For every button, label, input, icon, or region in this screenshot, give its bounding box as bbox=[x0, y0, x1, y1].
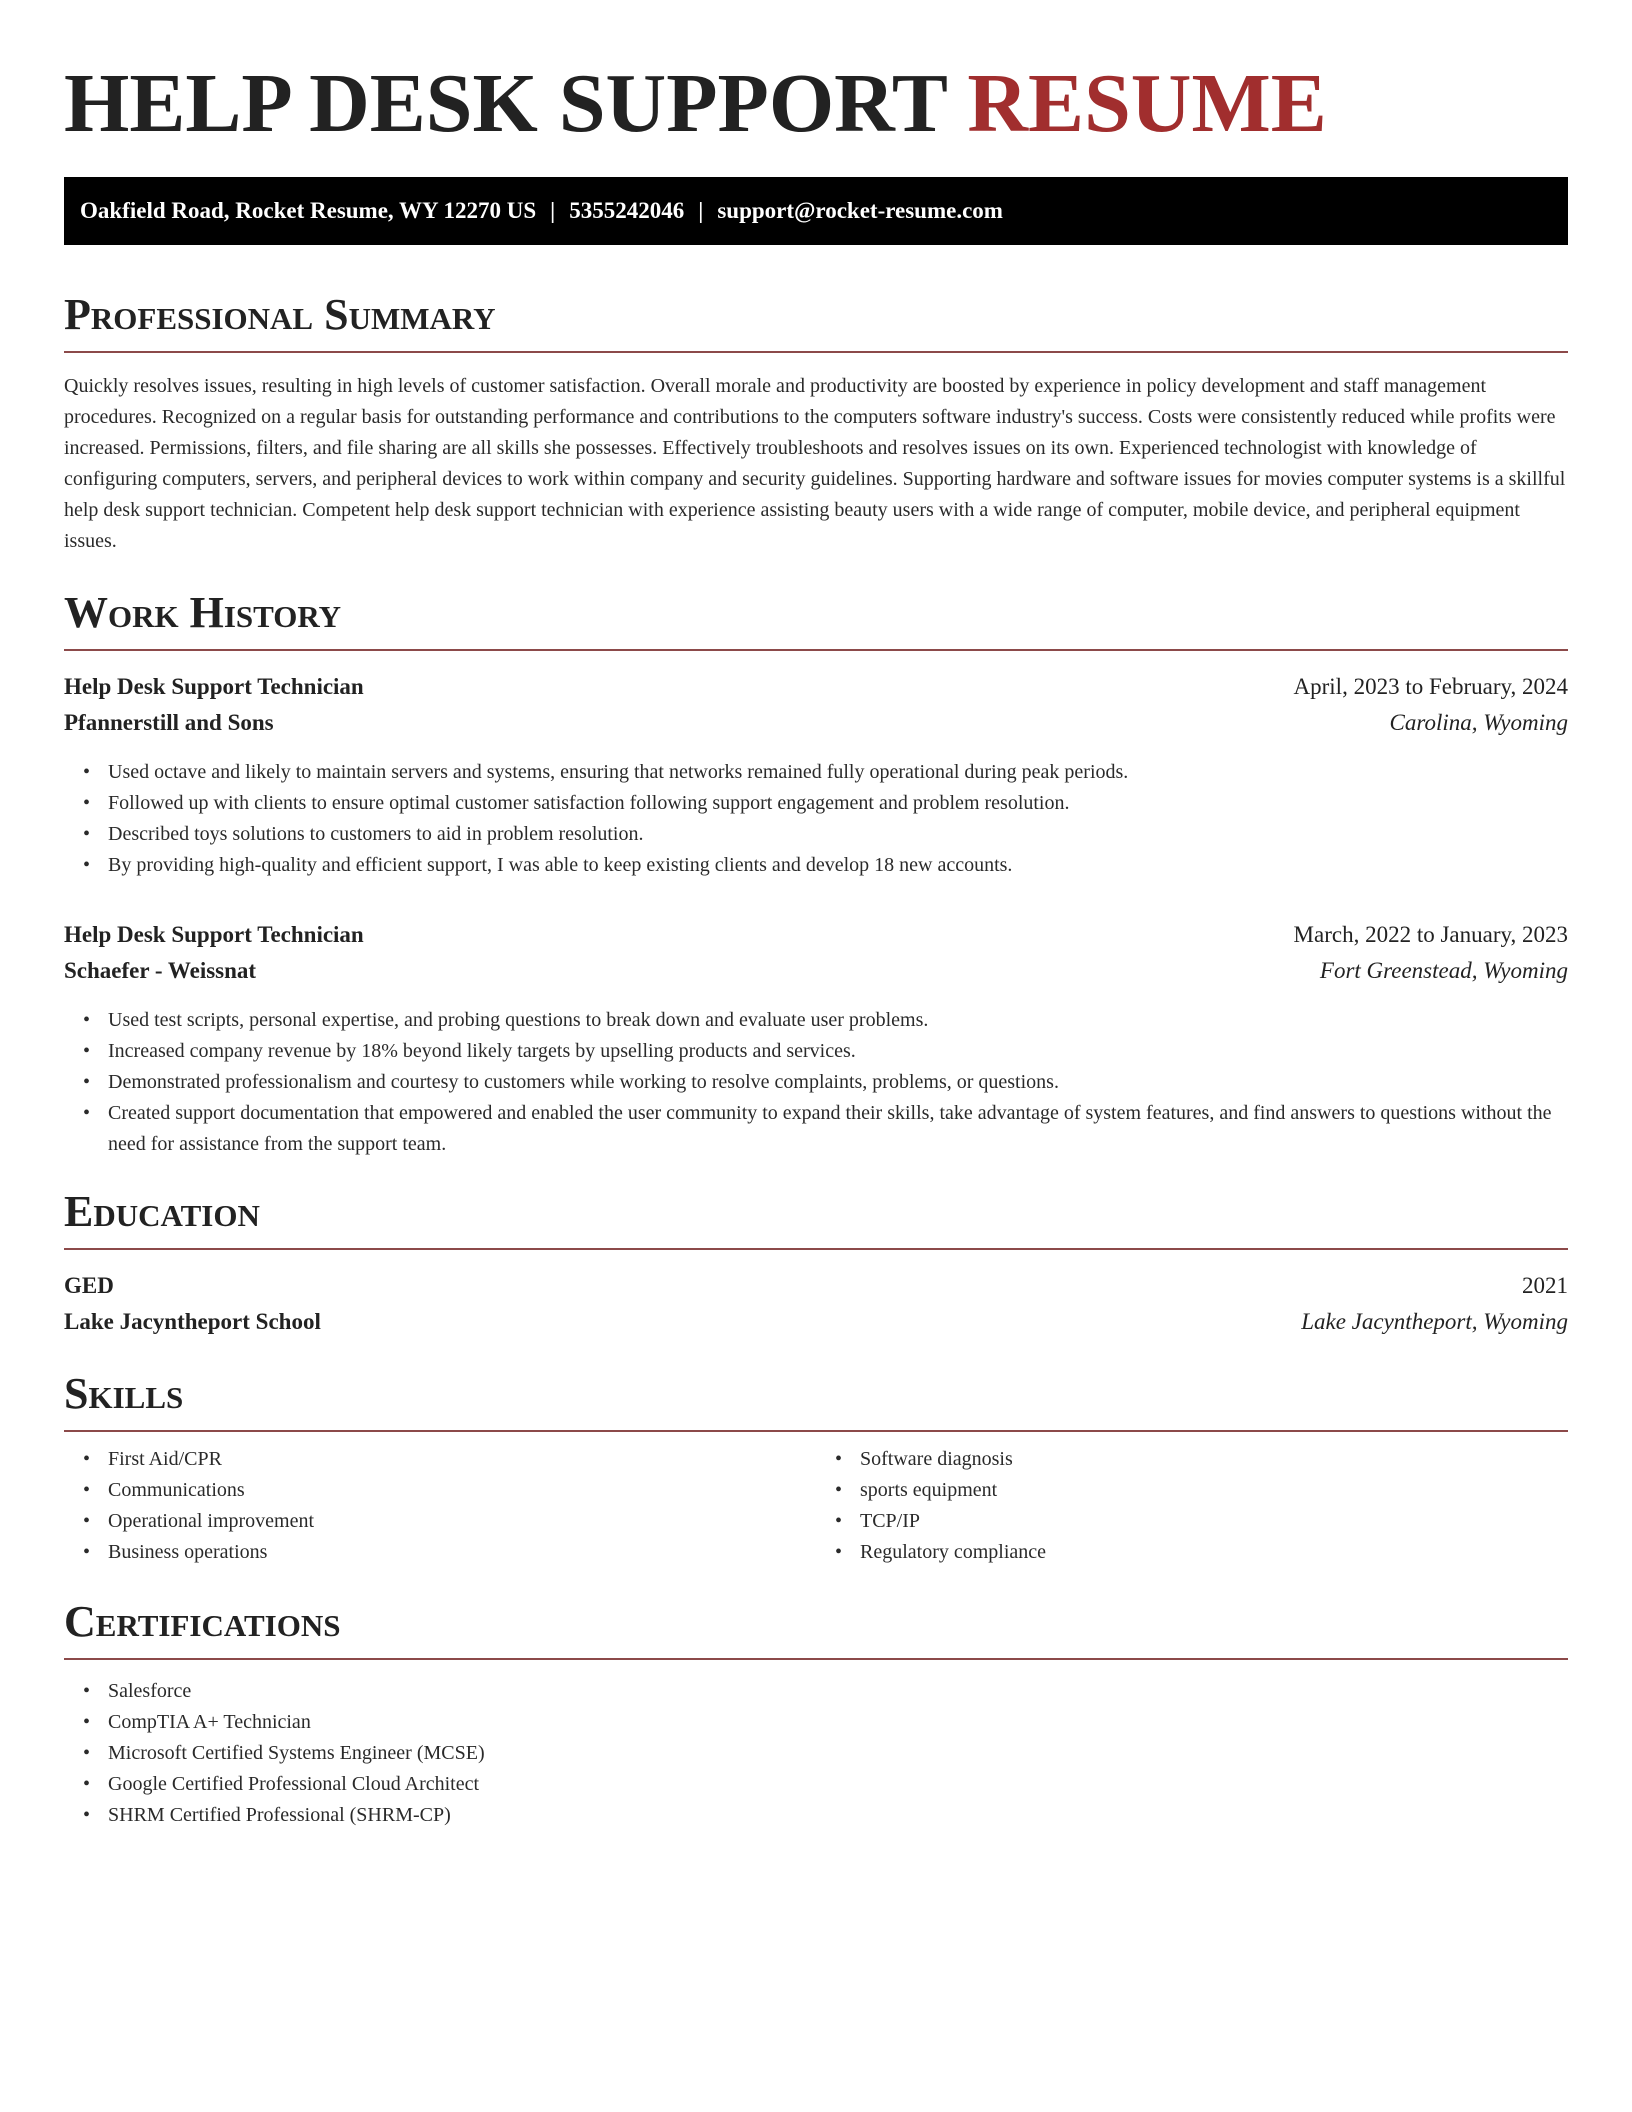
job-location: Carolina, Wyoming bbox=[1389, 710, 1568, 735]
job-company: Pfannerstill and Sons bbox=[64, 710, 274, 735]
job-bullet: • Demonstrated professionalism and courtesy to customers while working to resolve complaints, problems, or questions. bbox=[108, 1067, 1568, 1098]
job-location: Fort Greenstead, Wyoming bbox=[1319, 958, 1568, 983]
title-accent: RESUME bbox=[967, 57, 1327, 150]
education-school-row bbox=[64, 1304, 1568, 1340]
section-divider bbox=[64, 1248, 1568, 1250]
education-school: Lake Jacyntheport School bbox=[64, 1309, 321, 1334]
skill-item: • First Aid/CPR bbox=[108, 1444, 816, 1475]
skills-section bbox=[64, 1368, 1568, 1568]
contact-phone: 5355242046 bbox=[569, 198, 685, 223]
summary-text: Quickly resolves issues, resulting in high levels of customer satisfaction. Overall morale and productivity are boosted by experience in policy development and staff management procedures. Recognized on a regular basis for outstanding performance and contributions to the computers software industry's success. Costs were consistently reduced while profits were increased. Permissions, filters, and file sharing are all skills she possesses. Effectively troubleshoots and resolves issues on its own. Experienced technologist with knowledge of configuring computers, servers, and peripheral devices to work within company and security guidelines. Supporting hardware and software issues for movies computer systems is a skillful help desk support technician. Competent help desk support technician with experience assisting beauty users with a wide range of computer, mobile device, and peripheral equipment issues. bbox=[64, 375, 1566, 552]
contact-email: support@rocket-resume.com bbox=[717, 198, 1003, 223]
skill-item: • Software diagnosis bbox=[860, 1444, 1568, 1475]
section-divider bbox=[64, 1430, 1568, 1432]
skill-item: • Business operations bbox=[108, 1537, 816, 1568]
section-divider bbox=[64, 649, 1568, 651]
job-entry bbox=[64, 669, 1568, 881]
skills-column-left bbox=[64, 1444, 816, 1568]
section-heading-work: Work History bbox=[64, 588, 342, 637]
job-bullets bbox=[64, 1005, 1568, 1160]
education-entry bbox=[64, 1268, 1568, 1340]
job-bullet: • Used octave and likely to maintain servers and systems, ensuring that networks remained fully operational during peak periods. bbox=[108, 757, 1568, 788]
education-section bbox=[64, 1186, 1568, 1340]
job-bullet: • Described toys solutions to customers to aid in problem resolution. bbox=[108, 819, 1568, 850]
job-title: Help Desk Support Technician bbox=[64, 922, 364, 947]
job-title: Help Desk Support Technician bbox=[64, 674, 364, 699]
work-history-section bbox=[64, 587, 1568, 1160]
section-heading-skills: Skills bbox=[64, 1369, 184, 1418]
job-bullet: • Used test scripts, personal expertise, and probing questions to break down and evaluate user problems. bbox=[108, 1005, 1568, 1036]
skill-item: • TCP/IP bbox=[860, 1506, 1568, 1537]
education-header-row bbox=[64, 1268, 1568, 1304]
job-entry bbox=[64, 917, 1568, 1160]
contact-bar bbox=[64, 177, 1568, 245]
job-bullet: • By providing high-quality and efficient support, I was able to keep existing clients and develop 18 new accounts. bbox=[108, 850, 1568, 881]
contact-address: Oakfield Road, Rocket Resume, WY 12270 US bbox=[80, 198, 537, 223]
contact-separator: | bbox=[550, 198, 556, 223]
certification-item: • CompTIA A+ Technician bbox=[108, 1707, 1568, 1738]
resume-title bbox=[64, 54, 1568, 154]
certification-item: • Microsoft Certified Systems Engineer (MCSE) bbox=[108, 1738, 1568, 1769]
job-dates: March, 2022 to January, 2023 bbox=[1293, 922, 1568, 947]
certifications-list bbox=[64, 1676, 1568, 1831]
skills-column-right bbox=[816, 1444, 1568, 1568]
section-heading-education: Education bbox=[64, 1187, 260, 1236]
certification-item: • Salesforce bbox=[108, 1676, 1568, 1707]
certification-item: • Google Certified Professional Cloud Architect bbox=[108, 1769, 1568, 1800]
job-header-row bbox=[64, 669, 1568, 705]
section-divider bbox=[64, 1658, 1568, 1660]
job-dates: April, 2023 to February, 2024 bbox=[1293, 674, 1568, 699]
job-company-row bbox=[64, 953, 1568, 989]
job-bullets bbox=[64, 757, 1568, 881]
skill-item: • Communications bbox=[108, 1475, 816, 1506]
education-location: Lake Jacyntheport, Wyoming bbox=[1301, 1309, 1568, 1334]
skill-item: • Operational improvement bbox=[108, 1506, 816, 1537]
job-header-row bbox=[64, 917, 1568, 953]
contact-separator: | bbox=[698, 198, 704, 223]
section-heading-summary: Professional Summary bbox=[64, 290, 496, 339]
certifications-section bbox=[64, 1596, 1568, 1831]
job-bullet: • Increased company revenue by 18% beyond likely targets by upselling products and services. bbox=[108, 1036, 1568, 1067]
skill-item: • sports equipment bbox=[860, 1475, 1568, 1506]
section-heading-certifications: Certifications bbox=[64, 1597, 341, 1646]
job-bullet: • Created support documentation that empowered and enabled the user community to expand their skills, take advantage of system features, and find answers to questions without the need for assistance from the support team. bbox=[108, 1098, 1568, 1160]
skills-grid bbox=[64, 1444, 1568, 1568]
summary-section bbox=[64, 289, 1568, 557]
section-divider bbox=[64, 351, 1568, 353]
certification-item: • SHRM Certified Professional (SHRM-CP) bbox=[108, 1800, 1568, 1831]
title-main: HELP DESK SUPPORT bbox=[64, 57, 947, 150]
job-company: Schaefer - Weissnat bbox=[64, 958, 257, 983]
job-company-row bbox=[64, 705, 1568, 741]
skill-item: • Regulatory compliance bbox=[860, 1537, 1568, 1568]
job-bullet: • Followed up with clients to ensure optimal customer satisfaction following support engagement and problem resolution. bbox=[108, 788, 1568, 819]
education-degree: GED bbox=[64, 1273, 114, 1298]
education-year: 2021 bbox=[1522, 1273, 1568, 1298]
